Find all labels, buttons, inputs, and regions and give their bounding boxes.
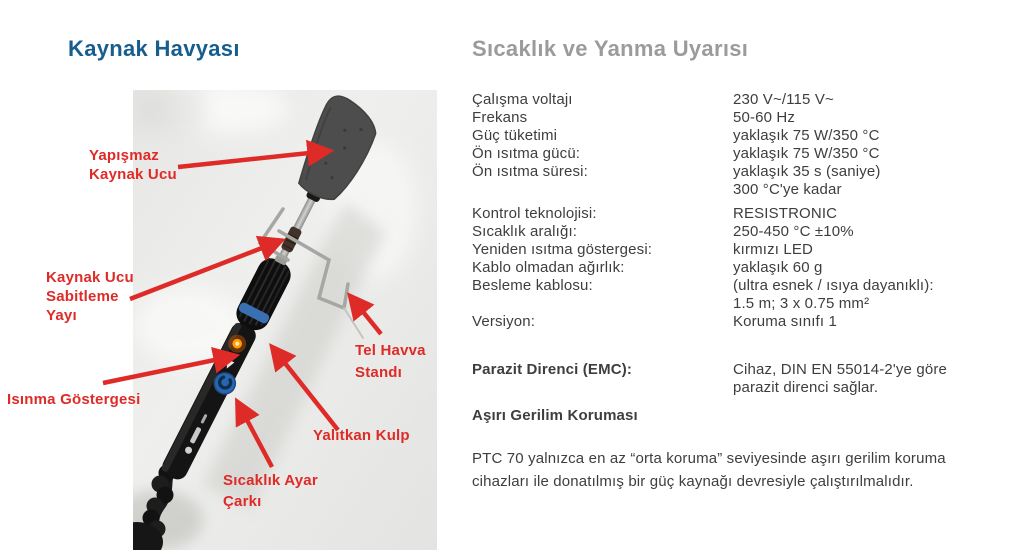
- page-title: Kaynak Havyası: [68, 36, 240, 61]
- spec-row-emc: Parazit Direnci (EMC): Cihaz, DIN EN 55014-2'ye göre parazit direnci sağlar.: [472, 361, 947, 396]
- callout-heating-indicator: Isınma Göstergesi: [7, 391, 141, 408]
- spec-row: Besleme kablosu: (ultra esnek / ısıya dayanıklı): 1.5 m; 3 x 0.75 mm²: [472, 277, 934, 312]
- spec-row: Güç tüketimi yaklaşık 75 W/350 °C: [472, 127, 880, 144]
- spec-row: Ön ısıtma süresi: yaklaşık 35 s (saniye) 300 °C'ye kadar: [472, 163, 881, 198]
- callout-wire-stand: Tel Havva Standı: [355, 342, 426, 381]
- spec-row: Ön ısıtma gücü: yaklaşık 75 W/350 °C: [472, 145, 880, 162]
- spec-row: Yeniden ısıtma göstergesi: kırmızı LED: [472, 241, 813, 258]
- callout-insulated-handle: Yalıtkan Kulp: [313, 427, 410, 444]
- overvoltage-heading: Aşırı Gerilim Koruması: [472, 407, 638, 424]
- spec-row: Frekans 50-60 Hz: [472, 109, 796, 126]
- spec-row: Versiyon: Koruma sınıfı 1: [472, 313, 837, 330]
- spec-row: Kontrol teknolojisi: RESISTRONIC: [472, 205, 838, 222]
- spec-row: Sıcaklık aralığı: 250-450 °C ±10%: [472, 223, 854, 240]
- spec-row: Kablo olmadan ağırlık: yaklaşık 60 g: [472, 259, 823, 276]
- overvoltage-paragraph: PTC 70 yalnızca en az “orta koruma” seviyesinde aşırı gerilim koruma cihazları ile donatılmış bir güç kaynağı devresiyle çalıştırılmalıdır.: [472, 450, 946, 490]
- spec-table: [472, 91, 962, 493]
- section-title: Sıcaklık ve Yanma Uyarısı: [472, 36, 749, 61]
- callout-temperature-dial: Sıcaklık Ayar Çarkı: [223, 472, 318, 510]
- callout-fixing-spring: Kaynak Ucu Sabitleme Yayı: [46, 269, 134, 324]
- spec-row: Çalışma voltajı 230 V~/115 V~: [472, 91, 834, 108]
- callout-nonstick-tip: Yapışmaz Kaynak Ucu: [89, 147, 177, 183]
